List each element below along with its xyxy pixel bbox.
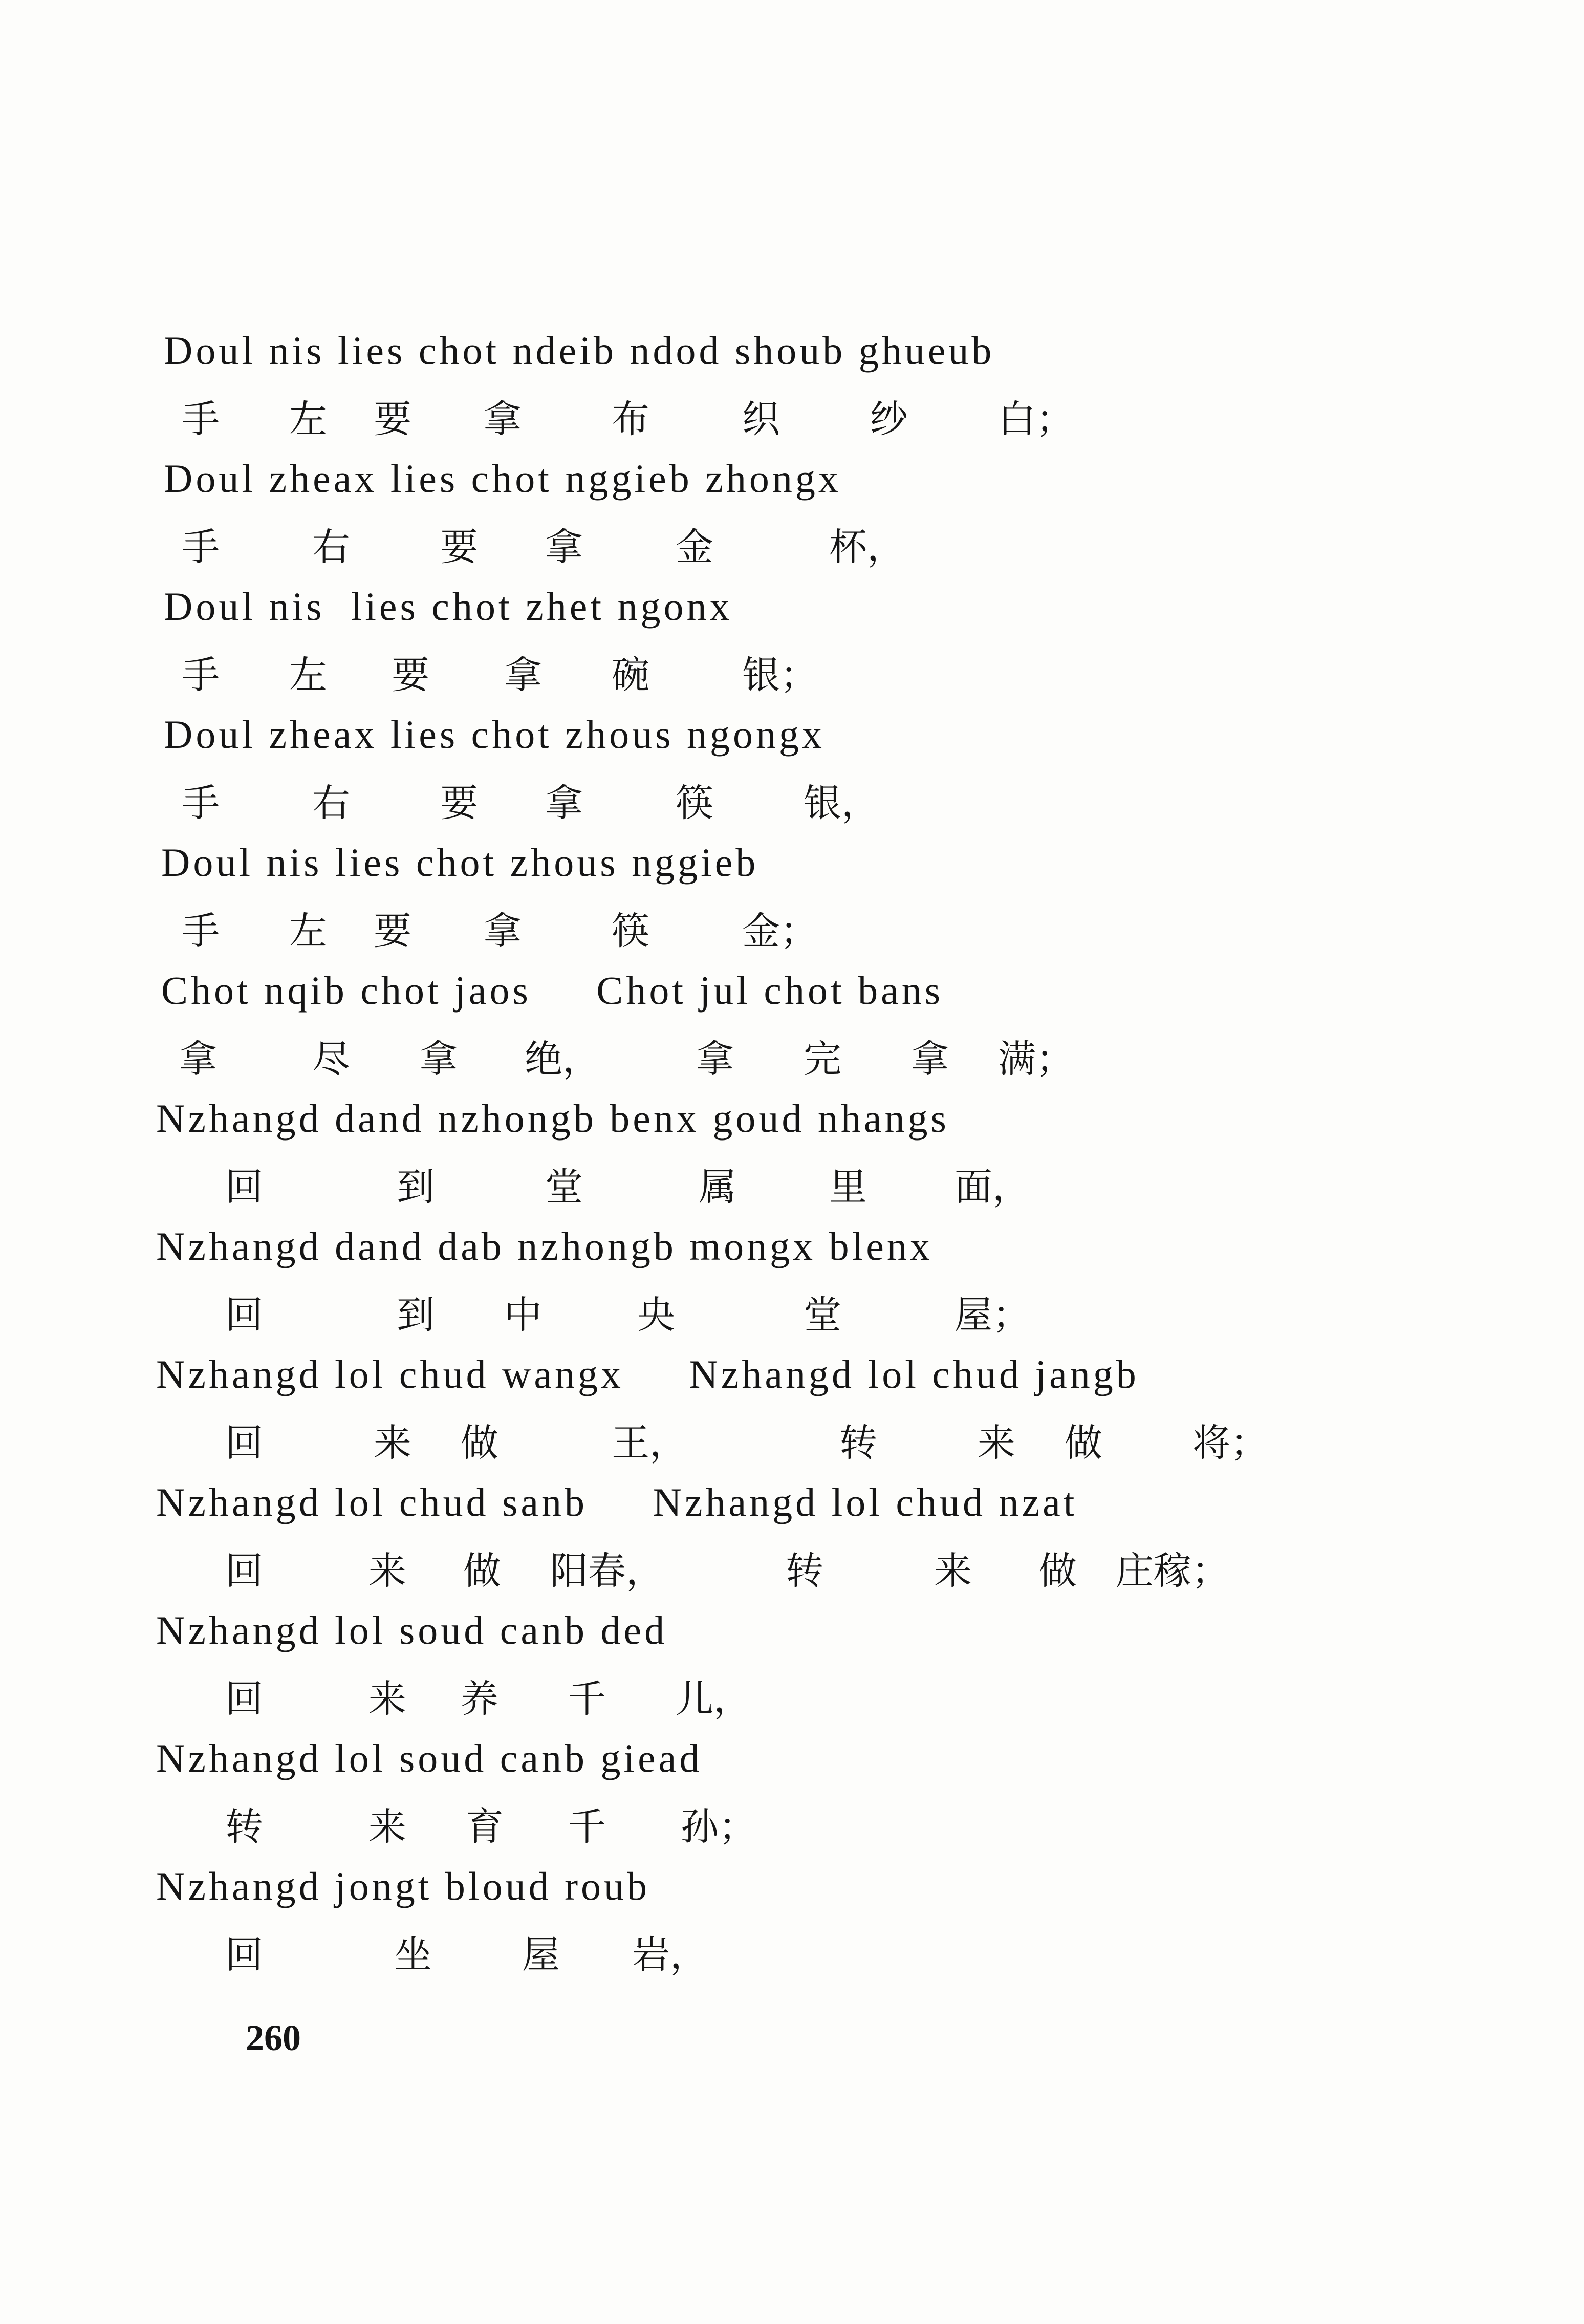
gloss-word: 银；	[742, 653, 818, 697]
gloss-word: 拿	[696, 1037, 734, 1081]
gloss-word: 转	[225, 1805, 263, 1849]
gloss-word: 纱	[870, 397, 908, 441]
gloss-word: 到	[397, 1293, 435, 1337]
gloss-word: 手	[182, 525, 220, 569]
gloss-word: 做	[461, 1421, 498, 1465]
gloss-word: 来	[978, 1421, 1015, 1465]
gloss-word: 来	[368, 1805, 406, 1849]
verse-line-gloss	[0, 773, 1584, 825]
gloss-word: 金；	[742, 909, 818, 953]
gloss-word: 拿	[911, 1037, 949, 1081]
gloss-word: 手	[182, 781, 220, 825]
verse-line-gloss	[0, 1157, 1584, 1209]
gloss-word: 要	[392, 653, 429, 697]
verse-line-miao: Nzhangd dand nzhongb benx goud nhangs	[156, 1096, 949, 1141]
verse-line-miao: Doul nis lies chot zhous nggieb	[161, 840, 759, 885]
verse-line-miao: Nzhangd lol soud canb ded	[156, 1608, 668, 1652]
gloss-word: 转	[786, 1549, 823, 1593]
gloss-word: 手	[182, 653, 220, 697]
gloss-word: 绝，	[525, 1037, 600, 1081]
gloss-word: 布	[612, 397, 649, 441]
gloss-word: 来	[374, 1421, 411, 1465]
gloss-word: 拿	[484, 397, 522, 441]
verse-line-gloss	[0, 1797, 1584, 1849]
gloss-word: 儿，	[676, 1677, 751, 1721]
gloss-word: 千	[568, 1805, 606, 1849]
verse-line-gloss	[0, 901, 1584, 953]
gloss-word: 回	[225, 1677, 263, 1721]
page-number: 260	[246, 2017, 301, 2058]
gloss-word: 要	[374, 909, 411, 953]
gloss-word: 拿	[545, 525, 583, 569]
verse-line-miao: Doul nis lies chot ndeib ndod shoub ghueub	[164, 328, 995, 373]
gloss-word: 屋；	[954, 1293, 1030, 1337]
verse-line-gloss	[0, 517, 1584, 569]
gloss-word: 中	[504, 1293, 542, 1337]
gloss-word: 堂	[804, 1293, 841, 1337]
gloss-word: 屋	[522, 1933, 560, 1977]
gloss-word: 左	[289, 653, 327, 697]
gloss-word: 要	[374, 397, 411, 441]
verse-line-gloss	[0, 1285, 1584, 1337]
gloss-word: 回	[225, 1421, 263, 1465]
gloss-word: 回	[225, 1165, 263, 1209]
verse-line-miao: Nzhangd jongt bloud roub	[156, 1864, 650, 1908]
gloss-word: 拿	[179, 1037, 217, 1081]
gloss-word: 来	[368, 1549, 406, 1593]
verse-line-miao: Nzhangd lol chud sanb Nzhangd lol chud nzat	[156, 1480, 1078, 1524]
verse-line-miao: Chot nqib chot jaos Chot jul chot bans	[161, 968, 944, 1013]
gloss-word: 坐	[394, 1933, 432, 1977]
gloss-word: 银，	[804, 781, 879, 825]
verse-line-miao: Doul zheax lies chot nggieb zhongx	[164, 456, 841, 501]
gloss-word: 回	[225, 1293, 263, 1337]
verse-line-gloss	[0, 389, 1584, 441]
verse-line-miao: Nzhangd lol soud canb giead	[156, 1736, 703, 1780]
verse-line-gloss	[0, 1669, 1584, 1721]
gloss-word: 完	[804, 1037, 841, 1081]
gloss-word: 筷	[612, 909, 649, 953]
verse-line-gloss	[0, 1413, 1584, 1465]
gloss-word: 千	[568, 1677, 606, 1721]
gloss-word: 金	[676, 525, 713, 569]
gloss-word: 尽	[312, 1037, 350, 1081]
gloss-word: 白；	[998, 397, 1074, 441]
gloss-word: 拿	[420, 1037, 458, 1081]
verse-line-gloss	[0, 1541, 1584, 1593]
gloss-word: 转	[839, 1421, 877, 1465]
gloss-word: 阳春，	[550, 1549, 664, 1593]
gloss-word: 里	[829, 1165, 867, 1209]
gloss-word: 做	[1065, 1421, 1102, 1465]
gloss-word: 拿	[504, 653, 542, 697]
verse-line-gloss	[0, 1925, 1584, 1977]
gloss-word: 王，	[612, 1421, 687, 1465]
gloss-word: 属	[699, 1165, 736, 1209]
gloss-word: 岩，	[632, 1933, 708, 1977]
gloss-word: 杯，	[829, 525, 905, 569]
verse-line-miao: Doul zheax lies chot zhous ngongx	[164, 712, 825, 757]
gloss-word: 孙；	[681, 1805, 756, 1849]
gloss-word: 到	[397, 1165, 435, 1209]
gloss-word: 筷	[676, 781, 713, 825]
gloss-word: 织	[742, 397, 780, 441]
verse-line-miao: Nzhangd dand dab nzhongb mongx blenx	[156, 1224, 933, 1268]
gloss-word: 面，	[954, 1165, 1030, 1209]
gloss-word: 碗	[612, 653, 649, 697]
gloss-word: 育	[466, 1805, 504, 1849]
gloss-word: 拿	[484, 909, 522, 953]
gloss-word: 来	[368, 1677, 406, 1721]
gloss-word: 要	[440, 781, 478, 825]
gloss-word: 右	[312, 781, 350, 825]
gloss-word: 回	[225, 1933, 263, 1977]
verse-line-miao: Nzhangd lol chud wangx Nzhangd lol chud jangb	[156, 1352, 1139, 1396]
gloss-word: 手	[182, 909, 220, 953]
gloss-word: 手	[182, 397, 220, 441]
verse-line-gloss	[0, 645, 1584, 697]
gloss-word: 做	[463, 1549, 501, 1593]
gloss-word: 要	[440, 525, 478, 569]
verse-line-gloss	[0, 1029, 1584, 1081]
gloss-word: 养	[461, 1677, 498, 1721]
gloss-word: 左	[289, 397, 327, 441]
gloss-word: 做	[1039, 1549, 1077, 1593]
gloss-word: 央	[637, 1293, 675, 1337]
gloss-word: 庄稼；	[1116, 1549, 1229, 1593]
gloss-word: 回	[225, 1549, 263, 1593]
gloss-word: 拿	[545, 781, 583, 825]
gloss-word: 堂	[545, 1165, 583, 1209]
gloss-word: 左	[289, 909, 327, 953]
gloss-word: 将；	[1192, 1421, 1268, 1465]
verse-line-miao: Doul nis lies chot zhet ngonx	[164, 584, 733, 629]
gloss-word: 右	[312, 525, 350, 569]
gloss-word: 满；	[998, 1037, 1074, 1081]
gloss-word: 来	[934, 1549, 972, 1593]
